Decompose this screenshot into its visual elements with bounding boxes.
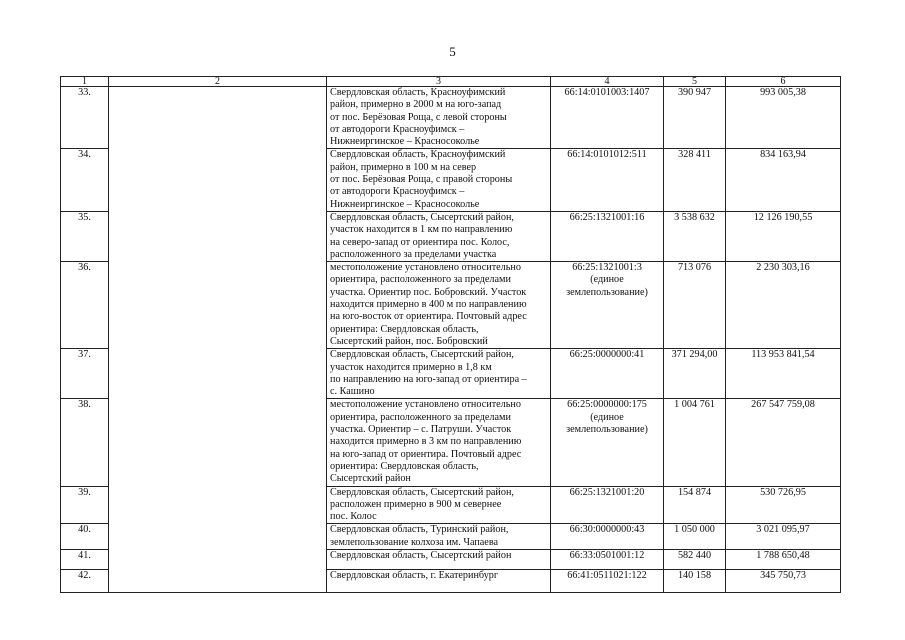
location-cell — [327, 211, 551, 261]
header-col-2: 2 — [109, 77, 327, 87]
empty-cell — [109, 349, 327, 399]
location-line: расположенного за пределами участка — [330, 248, 497, 260]
location-line: Сысертский район, пос. Бобровский — [330, 335, 488, 347]
location-cell — [327, 87, 551, 149]
location-line: на юго-восток от ориентира. Почтовый адрес — [330, 311, 527, 323]
value-cell: 3 021 095,97 — [726, 524, 841, 550]
empty-cell — [109, 87, 327, 149]
header-col-5: 5 — [664, 77, 726, 87]
row-number-cell: 33. — [61, 87, 109, 149]
location-cell — [327, 262, 551, 349]
cadastral-line: 66:25:1321001:16 — [569, 211, 645, 223]
page-number: 5 — [449, 44, 456, 59]
row-number-cell: 36. — [61, 262, 109, 349]
cadastral-number-cell — [551, 87, 664, 149]
empty-cell — [109, 399, 327, 486]
area-cell: 1 004 761 — [664, 399, 726, 486]
cadastral-number-cell — [551, 569, 664, 592]
table-row — [61, 524, 841, 550]
area-cell: 371 294,00 — [664, 349, 726, 399]
cadastral-number-cell — [551, 549, 664, 569]
value-cell: 993 005,38 — [726, 87, 841, 149]
location-line: на северо-запад от ориентира пос. Колос, — [330, 236, 510, 248]
cadastral-number-cell — [551, 349, 664, 399]
empty-cell — [109, 262, 327, 349]
location-line: местоположение установлено относительно — [330, 262, 521, 274]
table-row — [61, 349, 841, 399]
value-cell: 267 547 759,08 — [726, 399, 841, 486]
table-row — [61, 569, 841, 592]
cadastral-number-cell — [551, 149, 664, 211]
cadastral-line: 66:14:0101012:511 — [567, 149, 647, 161]
location-line: Свердловская область, Красноуфимский — [330, 149, 506, 161]
value-cell: 2 230 303,16 — [726, 262, 841, 349]
row-number-cell: 42. — [61, 569, 109, 592]
value-cell: 530 726,95 — [726, 486, 841, 524]
area-cell: 140 158 — [664, 569, 726, 592]
row-number-cell: 41. — [61, 549, 109, 569]
location-line: Свердловская область, Сысертский район, — [330, 349, 514, 361]
location-cell — [327, 549, 551, 569]
location-line: землепользование колхоза им. Чапаева — [330, 536, 499, 548]
location-line: участка. Ориентир – с. Патруши. Участок — [330, 424, 512, 436]
table-row — [61, 149, 841, 211]
empty-cell — [109, 549, 327, 569]
location-line: Сысертский район — [330, 473, 411, 485]
location-line: ориентира, расположенного за пределами — [330, 411, 511, 423]
location-line: участка. Ориентир пос. Бобровский. Участок — [330, 286, 527, 298]
row-number-cell: 34. — [61, 149, 109, 211]
area-cell: 154 874 — [664, 486, 726, 524]
value-cell: 834 163,94 — [726, 149, 841, 211]
cadastral-number-cell — [551, 486, 664, 524]
cadastral-line: землепользование) — [566, 286, 648, 298]
location-line: Нижнеиргинское – Красносокольe — [330, 198, 480, 210]
cadastral-number-cell — [551, 211, 664, 261]
empty-cell — [109, 149, 327, 211]
area-cell: 582 440 — [664, 549, 726, 569]
location-cell — [327, 349, 551, 399]
location-line: расположен примерно в 900 м севернее — [330, 498, 502, 510]
header-col-4: 4 — [551, 77, 664, 87]
location-line: район, примерно в 100 м на север — [330, 161, 477, 173]
location-line: пос. Колос — [330, 511, 377, 523]
area-cell: 3 538 632 — [664, 211, 726, 261]
location-line: Свердловская область, Красноуфимский — [330, 87, 506, 98]
header-col-1: 1 — [61, 77, 109, 87]
table-row — [61, 399, 841, 486]
empty-cell — [109, 486, 327, 524]
cadastral-line: землепользование) — [566, 424, 648, 436]
area-cell: 1 050 000 — [664, 524, 726, 550]
location-line: ориентира: Свердловская область, — [330, 323, 479, 335]
row-number-cell: 39. — [61, 486, 109, 524]
location-line: с. Кашино — [330, 386, 375, 398]
row-number-cell: 37. — [61, 349, 109, 399]
location-line: местоположение установлено относительно — [330, 399, 521, 411]
row-number-cell: 40. — [61, 524, 109, 550]
table-row — [61, 486, 841, 524]
location-line: Свердловская область, г. Екатеринбург — [330, 569, 499, 581]
cadastral-line: 66:25:1321001:20 — [569, 486, 645, 498]
value-cell: 12 126 190,55 — [726, 211, 841, 261]
cadastral-line: 66:25:1321001:3 — [572, 262, 642, 274]
location-line: от пос. Берёзовая Роща, с правой стороны — [330, 174, 513, 186]
location-line: на юго-запад от ориентира. Почтовый адрес — [330, 448, 522, 460]
cadastral-line: 66:41:0511021:122 — [567, 569, 647, 581]
table-header-row — [61, 77, 841, 87]
value-cell: 345 750,73 — [726, 569, 841, 592]
location-line: ориентира: Свердловская область, — [330, 460, 479, 472]
cadastral-line: (единое — [590, 411, 624, 423]
empty-cell — [109, 569, 327, 592]
cadastral-number-cell — [551, 399, 664, 486]
header-col-3: 3 — [327, 77, 551, 87]
location-line: находится примерно в 400 м по направлению — [330, 299, 527, 311]
location-line: Свердловская область, Сысертский район, — [330, 211, 514, 223]
empty-cell — [109, 524, 327, 550]
cadastral-line: 66:25:0000000:175 — [567, 399, 647, 411]
area-cell: 328 411 — [664, 149, 726, 211]
cadastral-line: 66:30:0000000:43 — [569, 524, 645, 536]
cadastral-line: 66:25:0000000:41 — [569, 349, 645, 361]
location-line: Свердловская область, Сысертский район — [330, 549, 512, 561]
table-row — [61, 549, 841, 569]
location-line: от автодороги Красноуфимск – — [330, 123, 465, 135]
row-number-cell: 35. — [61, 211, 109, 261]
header-col-6: 6 — [726, 77, 841, 87]
cadastral-line: 66:14:0101003:1407 — [564, 87, 650, 98]
location-cell — [327, 399, 551, 486]
empty-cell — [109, 211, 327, 261]
location-line: участок находится в 1 км по направлению — [330, 224, 513, 236]
area-cell: 713 076 — [664, 262, 726, 349]
location-line: от пос. Берёзовая Роща, с левой стороны — [330, 111, 507, 123]
cadastral-line: 66:33:0501001:12 — [569, 549, 645, 561]
location-line: находится примерно в 3 км по направлению — [330, 436, 522, 448]
location-line: Нижнеиргинское – Красносокольe — [330, 136, 480, 148]
location-line: участок находится примерно в 1,8 км — [330, 361, 492, 373]
location-line: район, примерно в 2000 м на юго-запад — [330, 99, 502, 111]
location-cell — [327, 486, 551, 524]
table-row — [61, 87, 841, 149]
location-line: по направлению на юго-запад от ориентира – — [330, 373, 527, 385]
table-row — [61, 262, 841, 349]
location-cell — [327, 524, 551, 550]
land-plots-table — [60, 76, 841, 593]
location-line: Свердловская область, Туринский район, — [330, 524, 509, 536]
cadastral-number-cell — [551, 524, 664, 550]
location-cell — [327, 569, 551, 592]
row-number-cell: 38. — [61, 399, 109, 486]
location-line: от автодороги Красноуфимск – — [330, 186, 465, 198]
location-cell — [327, 149, 551, 211]
cadastral-line: (единое — [590, 274, 624, 286]
value-cell: 113 953 841,54 — [726, 349, 841, 399]
cadastral-number-cell — [551, 262, 664, 349]
location-line: Свердловская область, Сысертский район, — [330, 486, 514, 498]
table-row — [61, 211, 841, 261]
value-cell: 1 788 650,48 — [726, 549, 841, 569]
area-cell: 390 947 — [664, 87, 726, 149]
location-line: ориентира, расположенного за пределами — [330, 274, 511, 286]
